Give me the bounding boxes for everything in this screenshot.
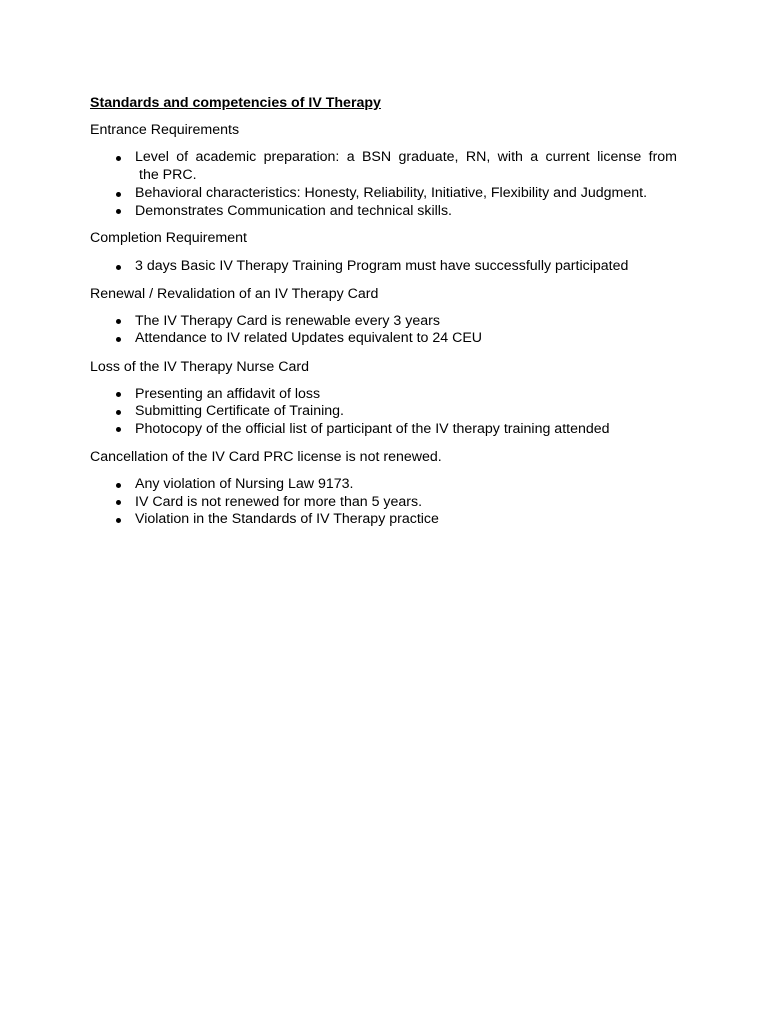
list-item-text: The IV Therapy Card is renewable every 3 years xyxy=(135,312,440,329)
list-item xyxy=(90,185,677,203)
list-item xyxy=(90,494,677,512)
list-item xyxy=(90,476,677,494)
section-heading-completion: Completion Requirement xyxy=(90,230,247,246)
list-item-text: Any violation of Nursing Law 9173. xyxy=(135,476,354,492)
section-heading-renewal: Renewal / Revalidation of an IV Therapy Card xyxy=(90,285,379,302)
entrance-list xyxy=(90,149,677,220)
completion-list xyxy=(90,258,677,276)
list-item-text: Photocopy of the official list of participant of the IV therapy training attended xyxy=(135,420,610,437)
list-item-text: Behavioral characteristics: Honesty, Reliability, Initiative, Flexibility and Judgment. xyxy=(135,185,648,201)
list-item-text: Submitting Certificate of Training. xyxy=(135,403,344,419)
list-item xyxy=(90,511,677,529)
list-item xyxy=(90,258,677,276)
list-item xyxy=(90,313,677,331)
list-item-text: Attendance to IV related Updates equivalent to 24 CEU xyxy=(135,330,483,346)
list-item xyxy=(90,149,677,184)
section-heading-loss: Loss of the IV Therapy Nurse Card xyxy=(90,358,309,375)
section-heading-cancellation: Cancellation of the IV Card PRC license is not renewed. xyxy=(90,449,442,465)
list-item xyxy=(90,421,677,439)
list-item-text: 3 days Basic IV Therapy Training Program must have successfully participated xyxy=(135,258,629,274)
cancellation-list xyxy=(90,476,677,529)
list-item-text: Presenting an affidavit of loss xyxy=(135,385,321,402)
renewal-list xyxy=(90,313,677,348)
list-item xyxy=(90,330,677,348)
loss-list xyxy=(90,386,677,439)
list-item-text: Violation in the Standards of IV Therapy practice xyxy=(135,511,439,527)
section-heading-entrance: Entrance Requirements xyxy=(90,122,240,138)
list-item-text: Level of academic preparation: a BSN graduate, RN, with a current license from xyxy=(135,149,677,165)
document-page xyxy=(90,94,677,529)
document-title: Standards and competencies of IV Therapy xyxy=(90,95,381,111)
list-item xyxy=(90,403,677,421)
list-item xyxy=(90,386,677,404)
list-item xyxy=(90,203,677,221)
list-item-text: Demonstrates Communication and technical skills. xyxy=(135,202,452,219)
list-item-text: IV Card is not renewed for more than 5 years. xyxy=(135,493,423,510)
list-item-text-continued: the PRC. xyxy=(139,166,197,183)
